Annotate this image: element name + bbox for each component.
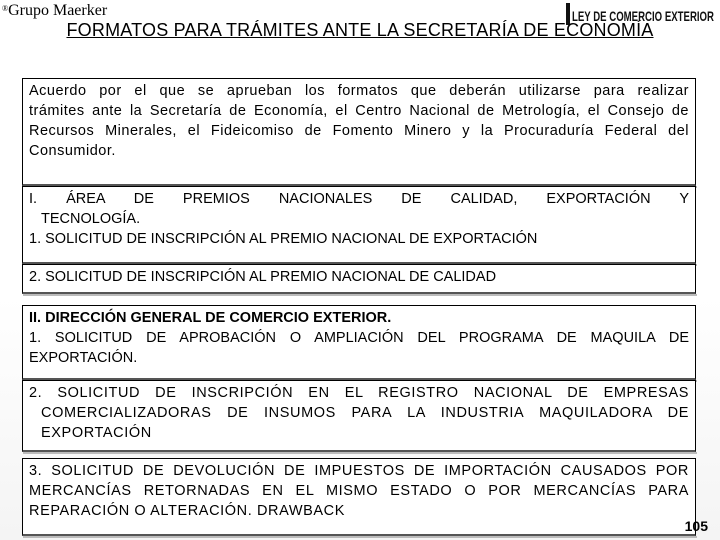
section-2-item-2-box xyxy=(22,380,696,452)
section-2-heading: II. DIRECCIÓN GENERAL DE COMERCIO EXTERIOR. xyxy=(29,310,392,326)
registered-mark: ® xyxy=(2,4,9,13)
brand-name xyxy=(2,2,107,20)
section-2-item-3: 3. SOLICITUD DE DEVOLUCIÓN DE IMPUESTOS DE IMPORTACIÓN CAUSADOS POR MERCANCÍAS RETORNADAS EN EL MISMO ESTADO O POR MERCANCÍAS PARA REPARACIÓN O ALTERACIÓN. DRAWBACK xyxy=(29,463,689,519)
section-2-box xyxy=(22,305,696,380)
page-title: FORMATOS PARA TRÁMITES ANTE LA SECRETARÍA DE ECONOMÍA xyxy=(66,20,654,40)
brand-label: Grupo Maerker xyxy=(8,2,108,19)
section-1-item-2: 2. SOLICITUD DE INSCRIPCIÓN AL PREMIO NACIONAL DE CALIDAD xyxy=(29,269,497,285)
section-1-heading-line2: TECNOLOGÍA. xyxy=(41,211,141,227)
section-2-item-3-box xyxy=(22,458,696,536)
section-1-item-1: 1. SOLICITUD DE INSCRIPCIÓN AL PREMIO NACIONAL DE EXPORTACIÓN xyxy=(29,231,538,247)
section-2-item-2-line1: 2. SOLICITUD DE INSCRIPCIÓN EN EL REGISTRO NACIONAL DE EMPRESAS xyxy=(29,385,689,401)
page-number: 105 xyxy=(684,518,708,534)
logo-text: LEY DE COMERCIO EXTERIOR xyxy=(572,8,714,24)
section-1-heading-line1: I. ÁREA DE PREMIOS NACIONALES DE CALIDAD, EXPORTACIÓN Y xyxy=(29,191,689,207)
section-2-item-2-line2: COMERCIALIZADORAS DE INSUMOS PARA LA INDUSTRIA MAQUILADORA DE EXPORTACIÓN xyxy=(41,405,689,441)
intro-box xyxy=(22,78,696,186)
section-2-item-1: 1. SOLICITUD DE APROBACIÓN O AMPLIACIÓN DEL PROGRAMA DE MAQUILA DE EXPORTACIÓN. xyxy=(29,330,689,366)
section-1-box xyxy=(22,186,696,264)
intro-text: Acuerdo por el que se aprueban los formatos que deberán utilizarse para realizar trámites ante la Secretaría de Economía, el Centro Nacional de Metrología, el Consejo de Recursos Minerales, el Fideicomiso de Fomento Minero y la Procuraduría Federal del Consumidor. xyxy=(29,83,689,159)
section-1-heading xyxy=(29,189,689,209)
section-1-item-2-box xyxy=(22,264,696,294)
